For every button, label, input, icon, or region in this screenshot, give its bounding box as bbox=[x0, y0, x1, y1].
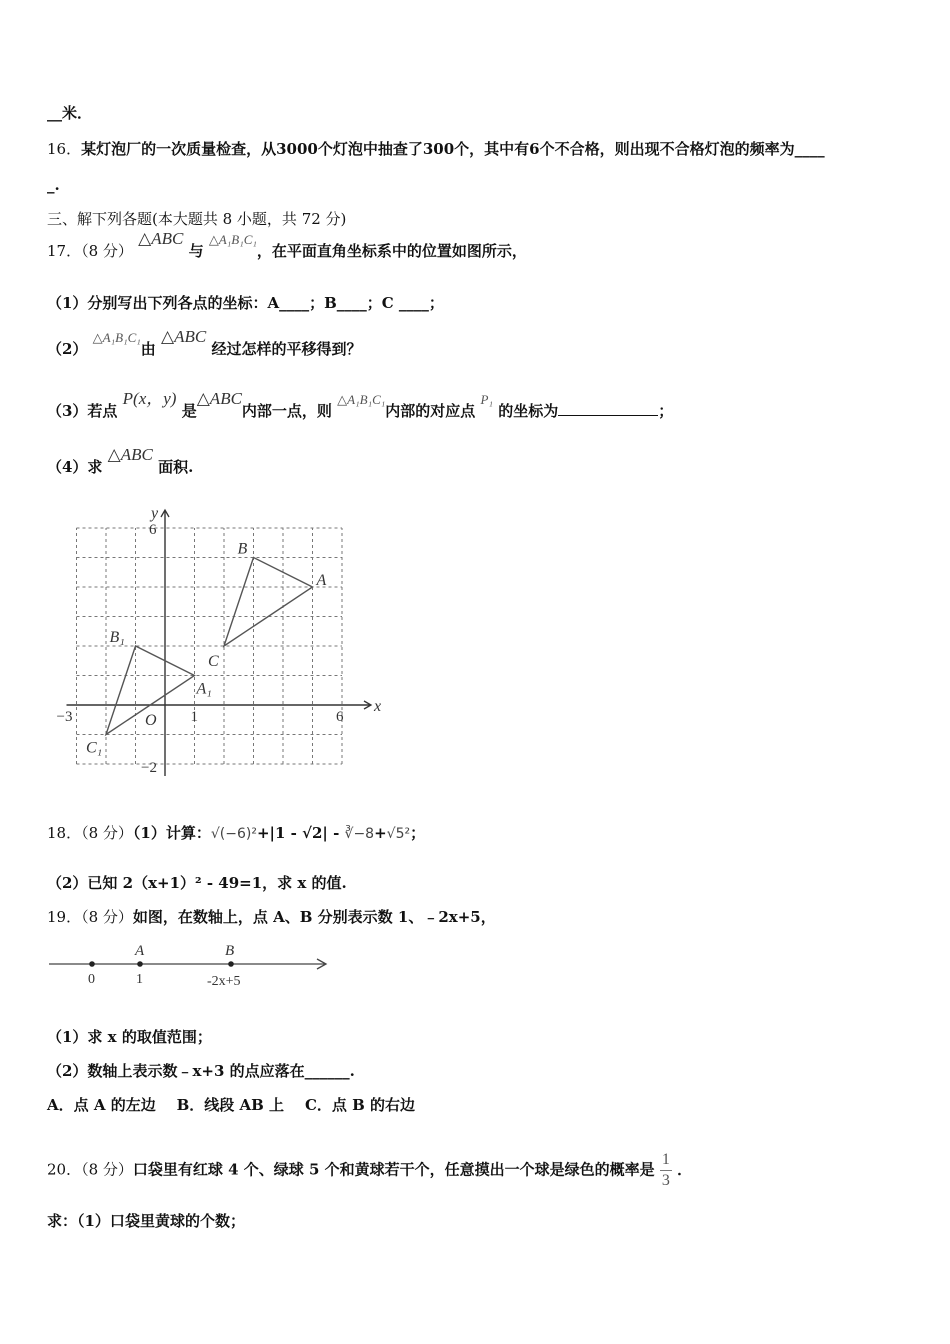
number-line-point-b bbox=[228, 961, 234, 967]
q20-score: （8 分） bbox=[81, 1160, 133, 1179]
triangle-abc bbox=[224, 558, 313, 647]
q19-part2: （2）数轴上表示数﹣x+3 的点应落在______. bbox=[47, 1062, 355, 1080]
q17-p2-you: 由 bbox=[140, 340, 156, 358]
number-line-label-0: 0 bbox=[88, 972, 95, 987]
q17-p4-tail: 面积. bbox=[158, 458, 194, 476]
q17-p3-mid: 内部一点，则 bbox=[241, 402, 332, 420]
q17-coordinate-graph bbox=[45, 500, 390, 785]
q17-part3 bbox=[47, 389, 674, 421]
question-20 bbox=[47, 1150, 692, 1191]
section-3-heading: 三、解下列各题(本大题共 8 小题，共 72 分) bbox=[47, 210, 347, 228]
q18-end: ； bbox=[410, 824, 426, 842]
q20-end: ． bbox=[677, 1160, 693, 1179]
q16-number: 16． bbox=[47, 140, 82, 158]
q18-plus: + bbox=[374, 824, 387, 842]
q17-number: 17． bbox=[47, 242, 82, 260]
q20-frac-denominator: 3 bbox=[661, 1172, 670, 1189]
x-axis-label: x bbox=[374, 698, 382, 715]
q17-yu: 与 bbox=[188, 242, 204, 260]
q16-continuation: _. bbox=[47, 176, 60, 194]
point-label-b1: B₁ bbox=[109, 629, 125, 646]
q17-p3-abc: △ABC bbox=[196, 389, 242, 408]
q19-number-line bbox=[45, 938, 335, 993]
q17-score: （8 分） bbox=[81, 242, 133, 260]
q17-p2-a1b1c1: △A₁B₁C₁ bbox=[92, 330, 141, 345]
point-label-a1: A₁ bbox=[196, 680, 212, 698]
tick-x-6: 6 bbox=[336, 709, 344, 725]
tick-y-neg2: −2 bbox=[141, 760, 157, 776]
point-label-b: B bbox=[237, 540, 248, 558]
q20-number: 20． bbox=[47, 1160, 82, 1179]
tick-y-6: 6 bbox=[149, 522, 157, 538]
q17-p3-blank bbox=[558, 415, 658, 416]
q18-p1-lead: （1）计算： bbox=[132, 824, 211, 842]
point-label-a: A bbox=[316, 572, 327, 589]
point-label-c: C bbox=[208, 653, 219, 670]
q17-p3-p1: P₁ bbox=[480, 392, 493, 407]
q18-abs-term: +|1 - √2| - bbox=[256, 824, 345, 842]
q17-text: ，在平面直角坐标系中的位置如图所示， bbox=[256, 242, 527, 260]
question-17 bbox=[47, 229, 527, 261]
number-line-label-b-value: -2x+5 bbox=[207, 974, 241, 989]
question-19 bbox=[47, 906, 496, 927]
q20-frac-numerator: 1 bbox=[660, 1150, 672, 1171]
q18-sqrt-neg6-sq: √(−6)² bbox=[210, 826, 257, 842]
tick-x-1: 1 bbox=[190, 709, 198, 725]
number-line-label-b: B bbox=[225, 943, 235, 959]
q16-text: 某灯泡厂的一次质量检查，从3000个灯泡中抽查了300个，其中有6个不合格，则出现不合格灯泡的频率为____ bbox=[81, 140, 825, 158]
y-axis-label: y bbox=[151, 505, 159, 522]
q17-p3-pxy: P(x，y) bbox=[122, 389, 177, 408]
prev-answer-fragment: __米． bbox=[47, 104, 93, 122]
q17-part4 bbox=[47, 445, 194, 477]
q17-p3-tail: 的坐标为 bbox=[498, 402, 559, 420]
q17-p3-end: ； bbox=[658, 402, 674, 420]
q17-p2-lead: （2） bbox=[47, 340, 88, 358]
number-line-label-a: A bbox=[135, 943, 145, 959]
q17-p2-abc: △ABC bbox=[161, 327, 207, 346]
q17-triangle-a1b1c1: △A₁B₁C₁ bbox=[208, 232, 257, 247]
tick-x-neg3: −3 bbox=[56, 709, 73, 725]
number-line-label-1: 1 bbox=[136, 972, 143, 987]
number-line-point-a bbox=[137, 961, 143, 967]
q18-number: 18． bbox=[47, 824, 82, 842]
q17-part1: （1）分别写出下列各点的坐标：A____；B____；C ____； bbox=[47, 294, 444, 312]
q17-triangle-abc: △ABC bbox=[138, 229, 184, 248]
q20-ask: 求：（1）口袋里黄球的个数； bbox=[47, 1212, 245, 1230]
q18-score: （8 分） bbox=[81, 824, 133, 842]
q17-p3-a1b1c1: △A₁B₁C₁ bbox=[337, 392, 386, 407]
q17-p4-lead: （4）求 bbox=[47, 458, 103, 476]
q19-options: A．点 A 的左边 B．线段 AB 上 C．点 B 的右边 bbox=[47, 1096, 415, 1114]
q20-text: 口袋里有红球 4 个、绿球 5 个和黄球若干个，任意摸出一个球是绿色的概率是 bbox=[132, 1160, 655, 1179]
grid-lines bbox=[77, 528, 343, 764]
number-line-point-0 bbox=[89, 961, 95, 967]
q19-text: 如图，在数轴上，点 A、B 分别表示数 1、﹣2x+5， bbox=[132, 908, 496, 926]
q17-part2 bbox=[47, 327, 362, 359]
q18-sqrt-5-sq: √5² bbox=[386, 826, 411, 842]
question-18 bbox=[47, 822, 425, 843]
q18-cbrt-neg8: ∛−8 bbox=[344, 826, 375, 842]
q20-fraction-one-third bbox=[660, 1150, 672, 1191]
q19-part1: （1）求 x 的取值范围； bbox=[47, 1028, 212, 1046]
q17-p4-abc: △ABC bbox=[107, 445, 153, 464]
q17-p3-shi: 是 bbox=[181, 402, 197, 420]
origin-label: O bbox=[145, 712, 157, 729]
q19-score: （8 分） bbox=[81, 908, 133, 926]
point-label-c1: C₁ bbox=[86, 739, 103, 757]
question-16 bbox=[47, 138, 825, 159]
q19-number: 19． bbox=[47, 908, 82, 926]
q17-p3-lead: （3）若点 bbox=[47, 402, 118, 420]
q17-p2-tail: 经过怎样的平移得到？ bbox=[211, 340, 362, 358]
q18-part2: （2）已知 2（x+1）² - 49=1，求 x 的值. bbox=[47, 874, 347, 892]
q17-p3-mid2: 内部的对应点 bbox=[385, 402, 476, 420]
